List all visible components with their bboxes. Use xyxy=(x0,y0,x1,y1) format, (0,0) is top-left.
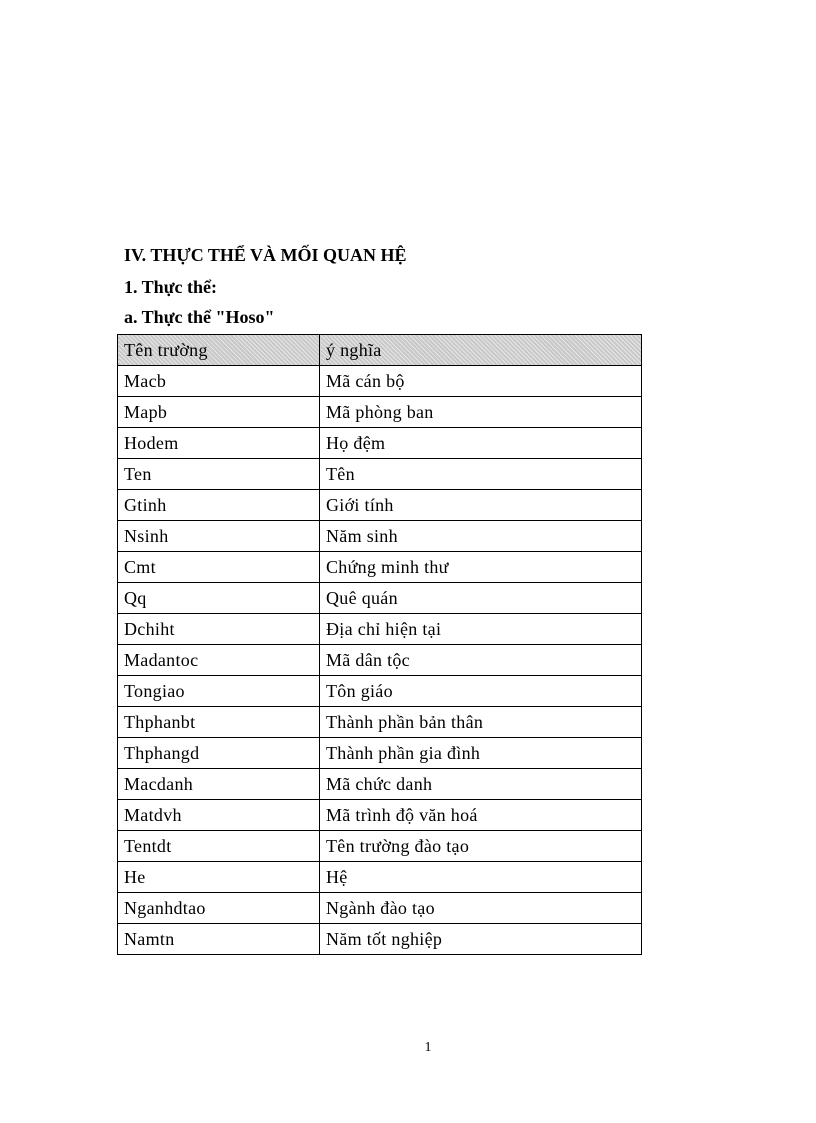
table-row xyxy=(118,490,642,521)
subheading: 1. Thực thể: xyxy=(124,277,217,297)
table-row xyxy=(118,831,642,862)
field-name-cell: Tongiao xyxy=(118,676,320,707)
field-meaning-cell: Thành phần bản thân xyxy=(320,707,642,738)
table-row xyxy=(118,800,642,831)
field-meaning-cell: Mã phòng ban xyxy=(320,397,642,428)
field-meaning-cell: Năm tốt nghiệp xyxy=(320,924,642,955)
field-name-cell: Nsinh xyxy=(118,521,320,552)
table-row xyxy=(118,614,642,645)
table-row xyxy=(118,428,642,459)
field-meaning-cell: Tên trường đào tạo xyxy=(320,831,642,862)
field-name-cell: Madantoc xyxy=(118,645,320,676)
field-name-cell: Cmt xyxy=(118,552,320,583)
table-row xyxy=(118,676,642,707)
header-meaning: ý nghĩa xyxy=(320,335,642,366)
field-name-cell: He xyxy=(118,862,320,893)
field-name-cell: Qq xyxy=(118,583,320,614)
field-name-cell: Thphanbt xyxy=(118,707,320,738)
field-name-cell: Matdvh xyxy=(118,800,320,831)
field-name-cell: Ten xyxy=(118,459,320,490)
table-row xyxy=(118,459,642,490)
field-name-cell: Nganhdtao xyxy=(118,893,320,924)
entity-fields-table xyxy=(117,334,642,955)
field-name-cell: Mapb xyxy=(118,397,320,428)
table-header-row xyxy=(118,335,642,366)
table-body xyxy=(118,366,642,955)
header-field-name: Tên trường xyxy=(118,335,320,366)
table-row xyxy=(118,769,642,800)
field-meaning-cell: Họ đệm xyxy=(320,428,642,459)
table-row xyxy=(118,707,642,738)
field-meaning-cell: Ngành đào tạo xyxy=(320,893,642,924)
table-row xyxy=(118,924,642,955)
field-name-cell: Hodem xyxy=(118,428,320,459)
entity-heading: a. Thực thể "Hoso" xyxy=(124,307,275,327)
field-meaning-cell: Mã chức danh xyxy=(320,769,642,800)
field-meaning-cell: Địa chỉ hiện tại xyxy=(320,614,642,645)
table-row xyxy=(118,862,642,893)
table-row xyxy=(118,893,642,924)
field-name-cell: Macb xyxy=(118,366,320,397)
field-meaning-cell: Mã trình độ văn hoá xyxy=(320,800,642,831)
field-name-cell: Macdanh xyxy=(118,769,320,800)
field-meaning-cell: Mã cán bộ xyxy=(320,366,642,397)
field-meaning-cell: Giới tính xyxy=(320,490,642,521)
table-row xyxy=(118,738,642,769)
table-row xyxy=(118,397,642,428)
field-name-cell: Namtn xyxy=(118,924,320,955)
table-row xyxy=(118,366,642,397)
field-meaning-cell: Quê quán xyxy=(320,583,642,614)
page-number: 1 xyxy=(424,1040,432,1055)
field-meaning-cell: Chứng minh thư xyxy=(320,552,642,583)
table-row xyxy=(118,645,642,676)
field-meaning-cell: Hệ xyxy=(320,862,642,893)
field-name-cell: Gtinh xyxy=(118,490,320,521)
field-meaning-cell: Năm sinh xyxy=(320,521,642,552)
table-row xyxy=(118,521,642,552)
field-name-cell: Thphangd xyxy=(118,738,320,769)
field-meaning-cell: Tên xyxy=(320,459,642,490)
field-name-cell: Tentdt xyxy=(118,831,320,862)
table-row xyxy=(118,552,642,583)
section-heading: IV. THỰC THỂ VÀ MỐI QUAN HỆ xyxy=(124,245,407,265)
field-name-cell: Dchiht xyxy=(118,614,320,645)
field-meaning-cell: Mã dân tộc xyxy=(320,645,642,676)
field-meaning-cell: Tôn giáo xyxy=(320,676,642,707)
table-row xyxy=(118,583,642,614)
field-meaning-cell: Thành phần gia đình xyxy=(320,738,642,769)
